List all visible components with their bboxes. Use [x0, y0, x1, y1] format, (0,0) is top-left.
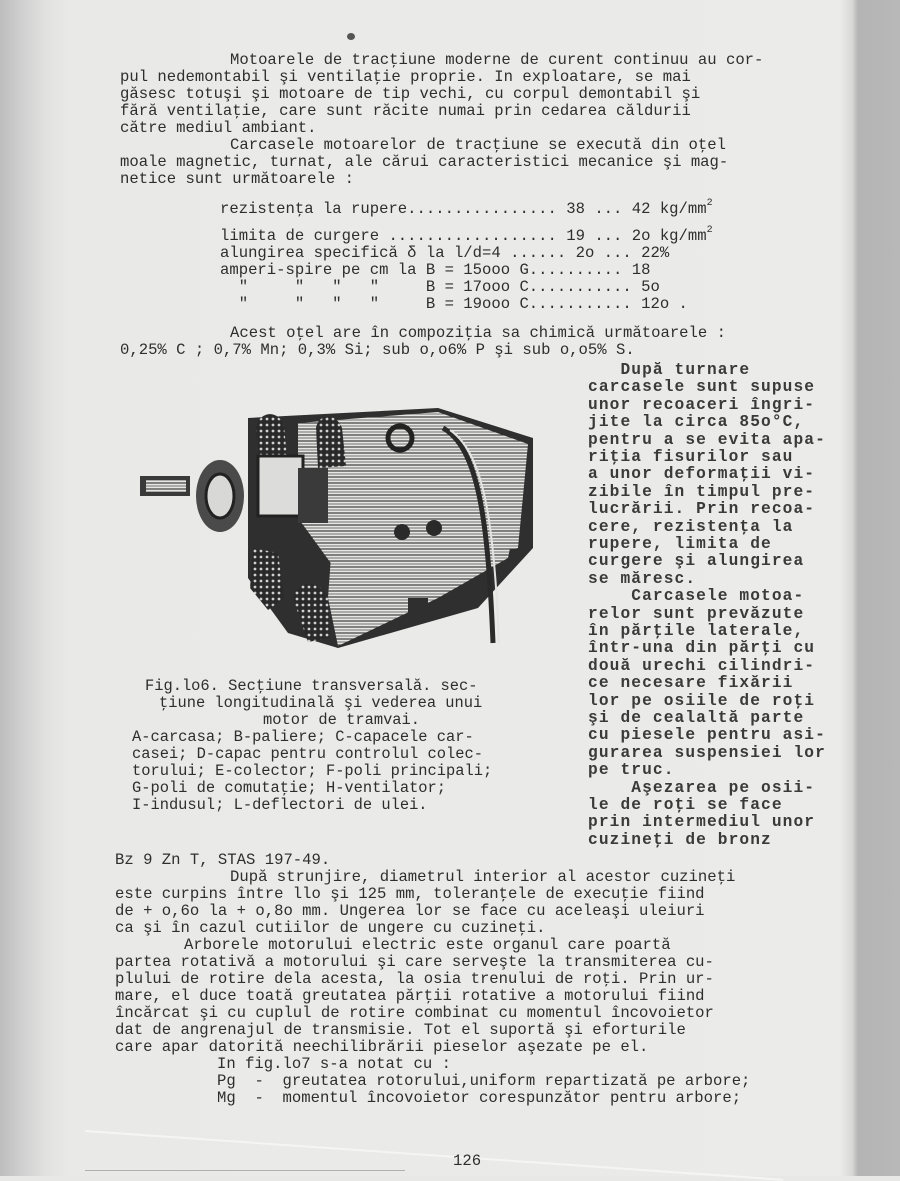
property-label: alungirea specifică δ la l/d=4 ......: [220, 244, 567, 262]
text-line: Arborele motorului electric este organul care poartă: [184, 936, 671, 954]
text-line: unor recoaceri îngri-: [588, 395, 816, 414]
text-line: netice sunt următoarele :: [120, 170, 354, 188]
notation-symbol: Pg: [217, 1072, 236, 1090]
notation-intro: In fig.lo7 s-a notat cu :: [217, 1055, 451, 1073]
property-value: 18: [631, 261, 651, 279]
text-line: într-una din părţi cu: [588, 639, 816, 658]
property-value: 38 ... 42 kg/mm: [566, 200, 707, 218]
legend-line: A-carcasa; B-paliere; C-capacele car-: [132, 728, 474, 746]
text-line: în părţile laterale,: [588, 622, 805, 640]
text-line: încărcat şi cu cuplul de rotire combinat cu momentul încovoietor: [115, 1004, 714, 1022]
notation-symbol: Mg: [217, 1089, 236, 1107]
caption-line: motor de tramvai.: [263, 711, 421, 729]
property-row: [220, 225, 713, 245]
property-label: " " " " B = 19ooo C...........: [220, 295, 632, 313]
text-line: rupere, limita de: [588, 535, 772, 553]
notation-text: greutatea rotorului,uniform repartizată pe arbore;: [282, 1072, 751, 1090]
property-exponent: 2: [706, 225, 713, 236]
text-line: gurarea suspensiei lor: [588, 743, 826, 762]
notation-dash: -: [254, 1072, 264, 1090]
text-line: şi de cealaltă parte: [588, 709, 805, 727]
text-line: cu piesele pentru asi-: [588, 726, 826, 745]
text-line: le de roţi se face: [588, 796, 783, 814]
property-row: [220, 296, 688, 313]
property-value: 2o ... 22%: [575, 244, 670, 262]
text-line: prin intermediul unor: [588, 813, 816, 832]
text-line: Aşezarea pe osii-: [588, 778, 816, 797]
text-line: lucrării. Prin recoa-: [588, 500, 816, 519]
property-label: " " " " B = 17ooo C...........: [220, 278, 632, 296]
text-line: găsesc totuşi şi motoare de tip vechi, cu corpul demontabil şi: [120, 85, 701, 103]
motor-illustration: [138, 398, 546, 648]
text-line: curgere şi alungirea: [588, 552, 805, 571]
text-line: riţia fisurilor sau: [588, 448, 794, 466]
text-line: Bz 9 Zn T, STAS 197-49.: [115, 851, 331, 869]
text-line: pe truc.: [588, 761, 675, 780]
text-line: lor pe osiile de roţi: [588, 691, 816, 710]
text-line: două urechi cilindri-: [588, 656, 816, 675]
text-line: După strunjire, diametrul interior al acestor cuzineţi: [230, 868, 736, 886]
legend-line: I-indusul; L-deflectori de ulei.: [132, 796, 428, 814]
text-line: Motoarele de tracţiune moderne de curent continuu au cor-: [230, 51, 764, 69]
property-label: amperi-spire pe cm la B = 15ooo G..........: [220, 261, 623, 279]
property-row: [220, 279, 660, 296]
caption-line: Fig.lo6. Secţiune transversală. sec-: [145, 677, 478, 695]
text-line: dat de angrenajul de transmisie. Tot el suportă şi eforturile: [115, 1021, 686, 1039]
property-row: [220, 262, 650, 279]
text-line: 0,25% C ; 0,7% Mn; 0,3% Si; sub o,o6% P şi sub o,o5% S.: [120, 341, 635, 359]
text-line: moale magnetic, turnat, ale cărui caracteristici mecanice şi mag-: [120, 153, 729, 171]
text-line: mare, el duce toată greutatea părţii rotative a motorului fiind: [115, 987, 705, 1005]
text-line: este curpins între llo şi 125 mm, toleranţele de execuţie fiind: [115, 885, 705, 903]
text-line: zibile în timpul pre-: [588, 482, 816, 501]
legend-line: G-poli de comutaţie; H-ventilator;: [132, 779, 447, 797]
text-line: pentru a se evita apa-: [588, 430, 826, 449]
property-row: [220, 245, 669, 262]
ink-blot: [347, 33, 355, 40]
text-line: ca şi în cazul cutiilor de ungere cu cuzineţi.: [115, 919, 546, 937]
property-label: limita de curgere ..................: [220, 227, 557, 245]
property-value: 5o: [641, 278, 660, 296]
text-line: jite la circa 85o°C,: [588, 413, 805, 432]
text-line: Carcasele motoarelor de tracţiune se execută din oţel: [230, 136, 726, 154]
notation-dash: -: [254, 1089, 264, 1107]
text-line: ce necesare fixării: [588, 674, 794, 693]
text-line: După turnare: [588, 361, 751, 379]
notation-item: [217, 1090, 741, 1107]
property-exponent: 2: [706, 198, 713, 209]
text-line: de + o,6o la + o,8o mm. Ungerea lor se face cu aceleaşi uleiuri: [115, 902, 705, 920]
text-line: Acest oţel are în compoziţia sa chimică următoarele :: [230, 324, 726, 342]
paper-fold-shadow: [85, 1170, 405, 1171]
text-line: pul nedemontabil şi ventilaţie proprie. In exploatare, se mai: [120, 68, 691, 86]
text-line: se măresc.: [588, 569, 697, 588]
page-number: 126: [453, 1152, 482, 1170]
property-value: 19 ... 2o kg/mm: [566, 227, 707, 245]
caption-line: ţiune longitudinală şi vederea unui: [159, 694, 483, 712]
text-line: Carcasele motoa-: [588, 587, 805, 606]
property-label: rezistenţa la rupere................: [220, 200, 557, 218]
notation-text: momentul încovoietor corespunzător pentru arbore;: [282, 1089, 742, 1107]
text-line: partea rotativă a motorului şi care serveşte la transmiterea cu-: [115, 953, 714, 971]
text-line: fără ventilaţie, care sunt răcite numai prin cedarea căldurii: [120, 102, 691, 120]
text-line: relor sunt prevăzute: [588, 604, 805, 623]
text-line: către mediul ambiant.: [120, 119, 317, 137]
text-line: cere, rezistenţa la: [588, 517, 794, 536]
text-line: plului de rotire dela acesta, la osia trenului de roţi. Prin ur-: [115, 970, 714, 988]
text-line: cuzineţi de bronz: [588, 830, 772, 849]
text-line: carcasele sunt supuse: [588, 378, 816, 397]
text-line: care apar datorită neechilibrării pieselor aşezate pe el.: [115, 1038, 649, 1056]
legend-line: torului; E-colector; F-poli principali;: [132, 762, 493, 780]
notation-item: [217, 1073, 750, 1090]
text-line: a unor deformaţii vi-: [588, 465, 816, 484]
property-value: 12o .: [641, 295, 688, 313]
legend-line: casei; D-capac pentru controlul colec-: [132, 745, 483, 763]
property-row: [220, 198, 713, 218]
